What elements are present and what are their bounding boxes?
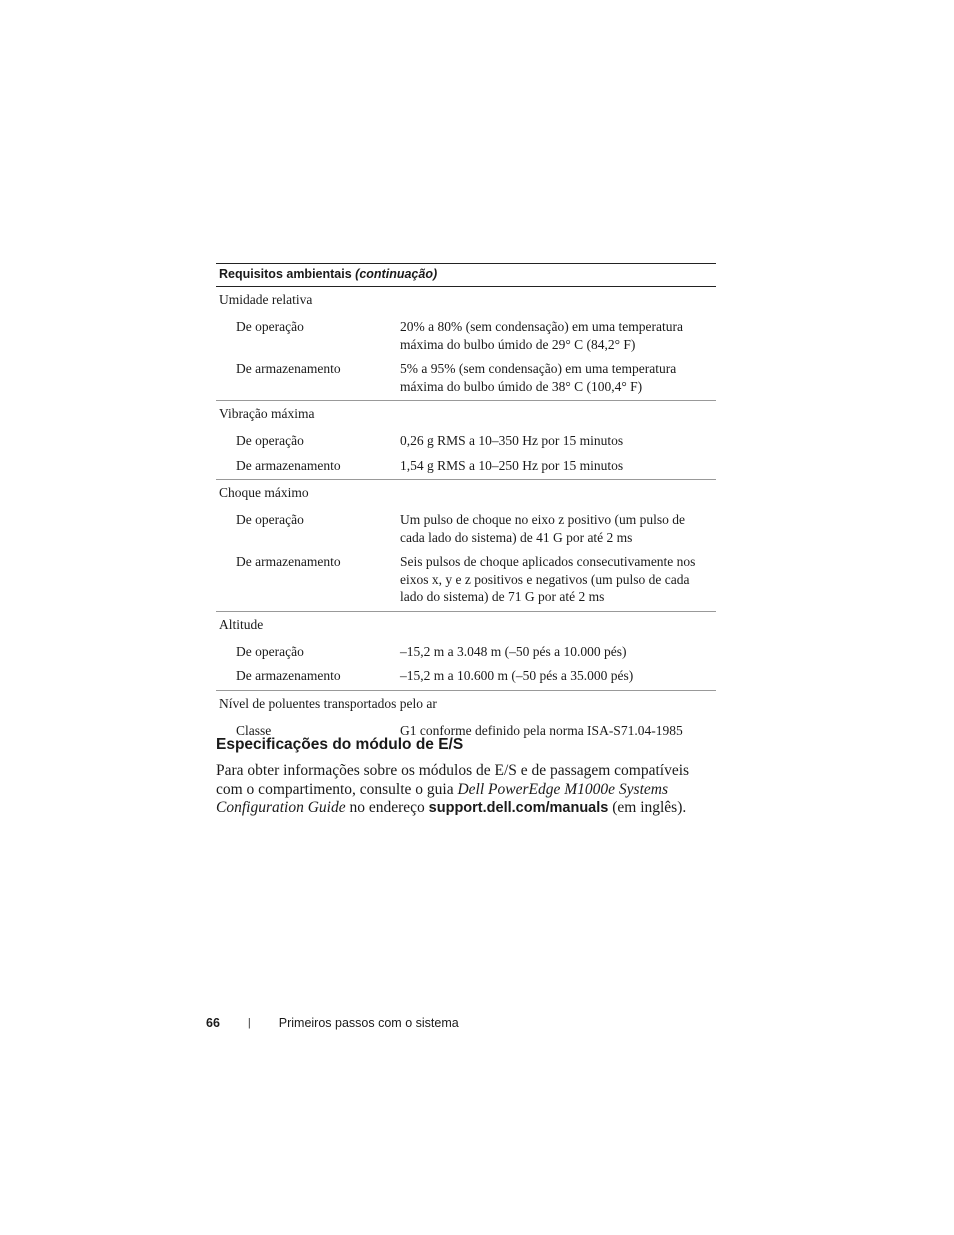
row-label: De armazenamento (236, 361, 341, 376)
table-group-vibration (216, 401, 716, 480)
table-row (216, 643, 716, 661)
table-group-humidity (216, 287, 716, 401)
table-row (216, 511, 716, 546)
table-title-continuation: (continuação) (355, 267, 438, 281)
row-label: De operação (236, 319, 304, 334)
row-value: 1,54 g RMS a 10–250 Hz por 15 minutos (400, 457, 624, 473)
row-value: 5% a 95% (sem condensação) em uma temperatura máxima do bulbo úmido de 38° C (100,4° F) (400, 361, 677, 394)
table-row (216, 667, 716, 685)
paragraph-text: no endereço (345, 799, 429, 816)
row-label: De operação (236, 643, 304, 659)
paragraph-text: (em inglês). (608, 799, 687, 816)
guide-title: Dell PowerEdge M1000e Systems Configuration Guide (216, 780, 668, 816)
page-number: 66 (206, 1016, 220, 1030)
group-title: Choque máximo (219, 485, 309, 500)
table-row (216, 457, 716, 475)
row-label: De armazenamento (236, 554, 341, 569)
footer-separator: | (247, 1017, 251, 1029)
group-title: Altitude (219, 616, 264, 632)
row-value: Um pulso de choque no eixo z positivo (um pulso de cada lado do sistema) de 41 G por até 2 ms (400, 512, 685, 545)
table-row (216, 360, 716, 395)
table-row (216, 318, 716, 353)
row-value: Seis pulsos de choque aplicados consecutivamente nos eixos x, y e z positivos e negativos (um pulso de cada lado do sistema) de 71 G por até 2 ms (400, 554, 696, 604)
table-row (216, 553, 716, 606)
group-title: Vibração máxima (219, 406, 315, 421)
table-header (216, 263, 716, 287)
row-value: G1 conforme definido pela norma ISA-S71.04-1985 (400, 722, 683, 738)
support-link[interactable]: support.dell.com/manuals (428, 800, 609, 816)
table-row (216, 432, 716, 450)
paragraph-text: Para obter informações sobre os módulos de E/S e de passagem compatíveis com o compartimento, consulte o guia (216, 762, 690, 798)
section-heading: Especificações do módulo de E/S (216, 736, 464, 753)
page-footer (206, 1016, 459, 1030)
table-group-shock (216, 480, 716, 612)
row-label: De operação (236, 512, 304, 527)
row-value: 0,26 g RMS a 10–350 Hz por 15 minutos (400, 433, 624, 448)
row-label: Classe (236, 722, 272, 738)
row-label: De armazenamento (236, 457, 341, 473)
row-label: De operação (236, 433, 304, 448)
chapter-title: Primeiros passos com o sistema (278, 1016, 459, 1030)
section-paragraph (216, 762, 716, 818)
row-value: –15,2 m a 10.600 m (–50 pés a 35.000 pés) (400, 668, 634, 683)
row-value: 20% a 80% (sem condensação) em uma temperatura máxima do bulbo úmido de 29° C (84,2° F) (400, 319, 684, 352)
table-title: Requisitos ambientais (219, 267, 352, 281)
row-label: De armazenamento (236, 668, 341, 683)
row-value: –15,2 m a 3.048 m (–50 pés a 10.000 pés) (400, 643, 627, 659)
group-title: Nível de poluentes transportados pelo ar (219, 695, 437, 711)
table-group-altitude (216, 612, 716, 691)
environmental-requirements-table (216, 263, 716, 744)
group-title: Umidade relativa (219, 292, 313, 307)
